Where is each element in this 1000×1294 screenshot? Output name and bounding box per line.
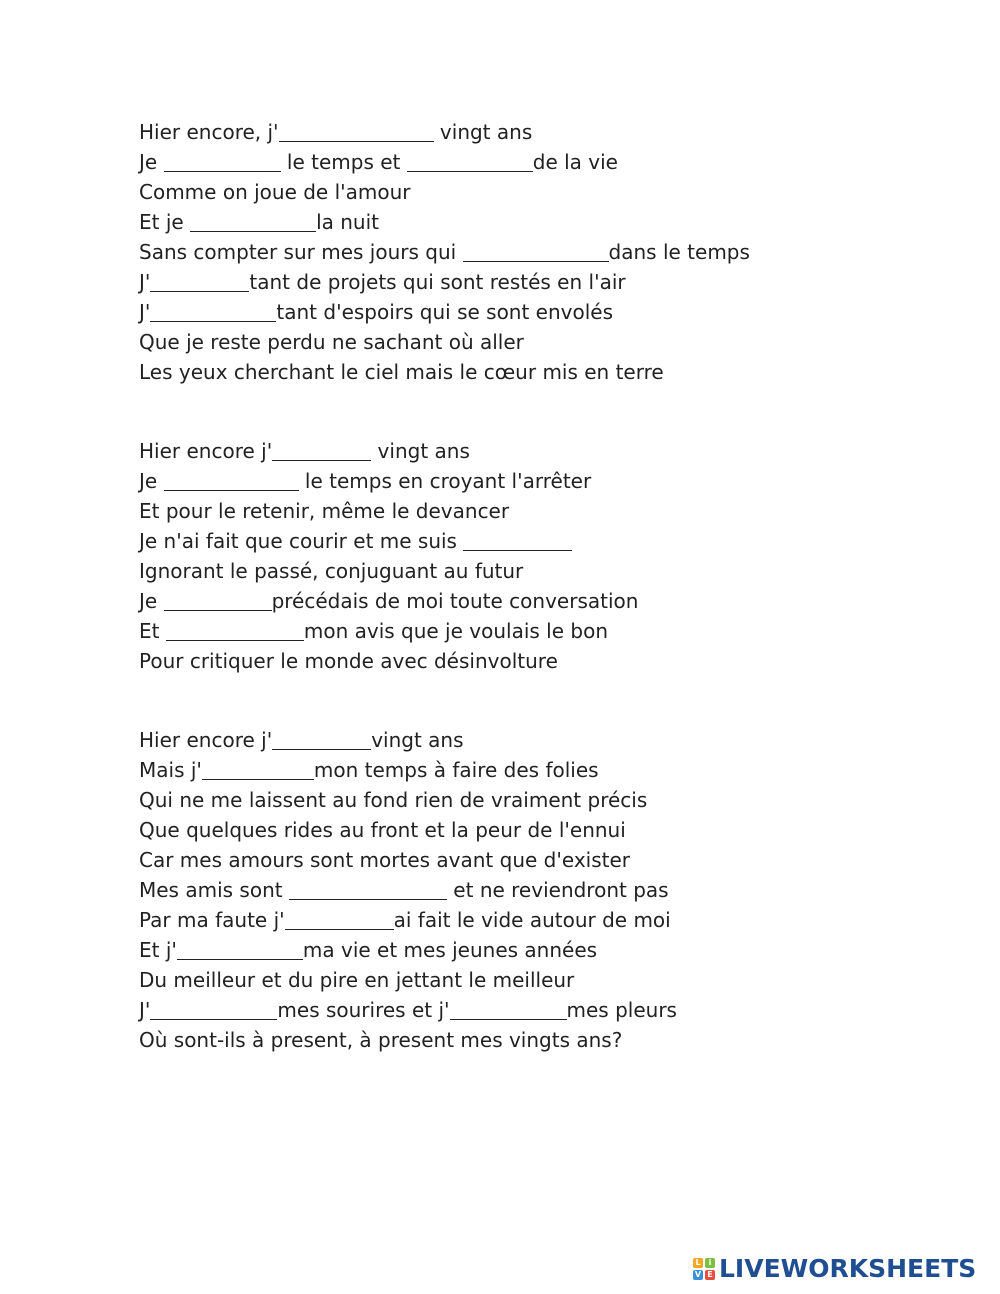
lyric-text: Je xyxy=(139,150,164,174)
fill-in-blank[interactable] xyxy=(407,151,533,172)
lyric-line xyxy=(139,177,899,207)
lyric-line xyxy=(139,905,899,935)
lyric-text: Je n'ai fait que courir et me suis xyxy=(139,529,464,553)
fill-in-blank[interactable] xyxy=(177,939,303,960)
lyric-line xyxy=(139,147,899,177)
lyric-line xyxy=(139,327,899,357)
lyric-line xyxy=(139,357,899,387)
lyric-text: précédais de moi toute conversation xyxy=(271,589,639,613)
lyric-line xyxy=(139,875,899,905)
lyric-text: vingt ans xyxy=(371,728,464,752)
lyric-text: ma vie et mes jeunes années xyxy=(302,938,598,962)
fill-in-blank[interactable] xyxy=(463,241,609,262)
fill-in-blank[interactable] xyxy=(450,999,567,1020)
fill-in-blank[interactable] xyxy=(166,620,304,641)
lyric-text: Les yeux cherchant le ciel mais le cœur mis en terre xyxy=(139,360,664,384)
lyric-text: de la vie xyxy=(532,150,618,174)
lyric-text: vingt ans xyxy=(371,439,470,463)
lyric-line xyxy=(139,297,899,327)
fill-in-blank[interactable] xyxy=(150,271,249,292)
fill-in-blank[interactable] xyxy=(164,590,272,611)
fill-in-blank[interactable] xyxy=(202,759,314,780)
fill-in-blank[interactable] xyxy=(285,909,394,930)
lyric-line xyxy=(139,755,899,785)
fill-in-blank[interactable] xyxy=(164,470,299,491)
lyric-line xyxy=(139,845,899,875)
lyric-text: Du meilleur et du pire en jettant le meilleur xyxy=(139,968,575,992)
lyric-text: le temps en croyant l'arrêter xyxy=(298,469,592,493)
lyric-line xyxy=(139,117,899,147)
lyric-line xyxy=(139,466,899,496)
lyric-text: le temps et xyxy=(280,150,407,174)
stanza-1 xyxy=(139,117,899,387)
lyric-text: vingt ans xyxy=(433,120,533,144)
lyric-text: Hier encore j' xyxy=(139,439,273,463)
lyric-text: Et j' xyxy=(139,938,177,962)
lyric-line xyxy=(139,935,899,965)
lyric-line xyxy=(139,207,899,237)
lyric-line xyxy=(139,725,899,755)
lyric-text: Car mes amours sont mortes avant que d'exister xyxy=(139,848,630,872)
lyric-text: Qui ne me laissent au fond rien de vraiment précis xyxy=(139,788,648,812)
lyric-text: dans le temps xyxy=(608,240,750,264)
liveworksheets-logo-icon xyxy=(693,1258,715,1280)
lyric-text: Où sont-ils à present, à present mes vingts ans? xyxy=(139,1028,623,1052)
lyric-text: Pour critiquer le monde avec désinvolture xyxy=(139,649,558,673)
lyric-text: Je xyxy=(139,589,164,613)
brand-name: LIVEWORKSHEETS xyxy=(719,1254,977,1283)
lyric-text: mon temps à faire des folies xyxy=(313,758,599,782)
lyric-line xyxy=(139,496,899,526)
lyric-text: Je xyxy=(139,469,164,493)
lyric-text: Mes amis sont xyxy=(139,878,289,902)
lyric-text: Ignorant le passé, conjuguant au futur xyxy=(139,559,524,583)
logo-mark-i: i xyxy=(705,1258,715,1268)
lyric-line xyxy=(139,616,899,646)
lyric-line xyxy=(139,1025,899,1055)
lyric-text: Et pour le retenir, même le devancer xyxy=(139,499,510,523)
fill-in-blank[interactable] xyxy=(272,729,371,750)
lyric-text: mon avis que je voulais le bon xyxy=(303,619,608,643)
lyric-text: J' xyxy=(139,998,151,1022)
lyric-text: Mais j' xyxy=(139,758,202,782)
lyric-text: Hier encore, j' xyxy=(139,120,279,144)
lyric-text: Et xyxy=(139,619,166,643)
lyric-text: J' xyxy=(139,300,151,324)
lyric-text: et ne reviendront pas xyxy=(446,878,669,902)
lyric-text: la nuit xyxy=(316,210,379,234)
lyric-text: tant de projets qui sont restés en l'air xyxy=(249,270,626,294)
fill-in-blank[interactable] xyxy=(279,121,434,142)
fill-in-blank[interactable] xyxy=(164,151,281,172)
lyric-text: mes pleurs xyxy=(566,998,677,1022)
lyric-text: Que je reste perdu ne sachant où aller xyxy=(139,330,524,354)
lyric-line xyxy=(139,556,899,586)
lyric-text: Et je xyxy=(139,210,191,234)
lyric-text: J' xyxy=(139,270,151,294)
lyric-line xyxy=(139,436,899,466)
fill-in-blank[interactable] xyxy=(150,301,276,322)
fill-in-blank[interactable] xyxy=(289,879,447,900)
fill-in-blank[interactable] xyxy=(463,530,572,551)
liveworksheets-logo xyxy=(693,1254,976,1284)
logo-mark-e: E xyxy=(705,1270,715,1280)
lyric-line xyxy=(139,586,899,616)
lyric-line xyxy=(139,965,899,995)
logo-mark-v: V xyxy=(694,1270,702,1279)
worksheet-lyrics xyxy=(139,117,899,1055)
lyric-line xyxy=(139,267,899,297)
lyric-line xyxy=(139,646,899,676)
lyric-text: Sans compter sur mes jours qui xyxy=(139,240,463,264)
lyric-text: Que quelques rides au front et la peur de l'ennui xyxy=(139,818,626,842)
lyric-line xyxy=(139,237,899,267)
lyric-text: tant d'espoirs qui se sont envolés xyxy=(276,300,614,324)
stanza-3 xyxy=(139,725,899,1055)
lyric-text: Comme on joue de l'amour xyxy=(139,180,411,204)
logo-mark-l: L xyxy=(693,1258,703,1268)
lyric-text: ai fait le vide autour de moi xyxy=(393,908,671,932)
lyric-line xyxy=(139,815,899,845)
lyric-line xyxy=(139,785,899,815)
stanza-2 xyxy=(139,436,899,676)
lyric-text: Hier encore j' xyxy=(139,728,273,752)
lyric-text: mes sourires et j' xyxy=(277,998,450,1022)
fill-in-blank[interactable] xyxy=(150,999,277,1020)
lyric-line xyxy=(139,995,899,1025)
lyric-text: Par ma faute j' xyxy=(139,908,285,932)
fill-in-blank[interactable] xyxy=(272,440,371,461)
lyric-line xyxy=(139,526,899,556)
fill-in-blank[interactable] xyxy=(190,211,316,232)
